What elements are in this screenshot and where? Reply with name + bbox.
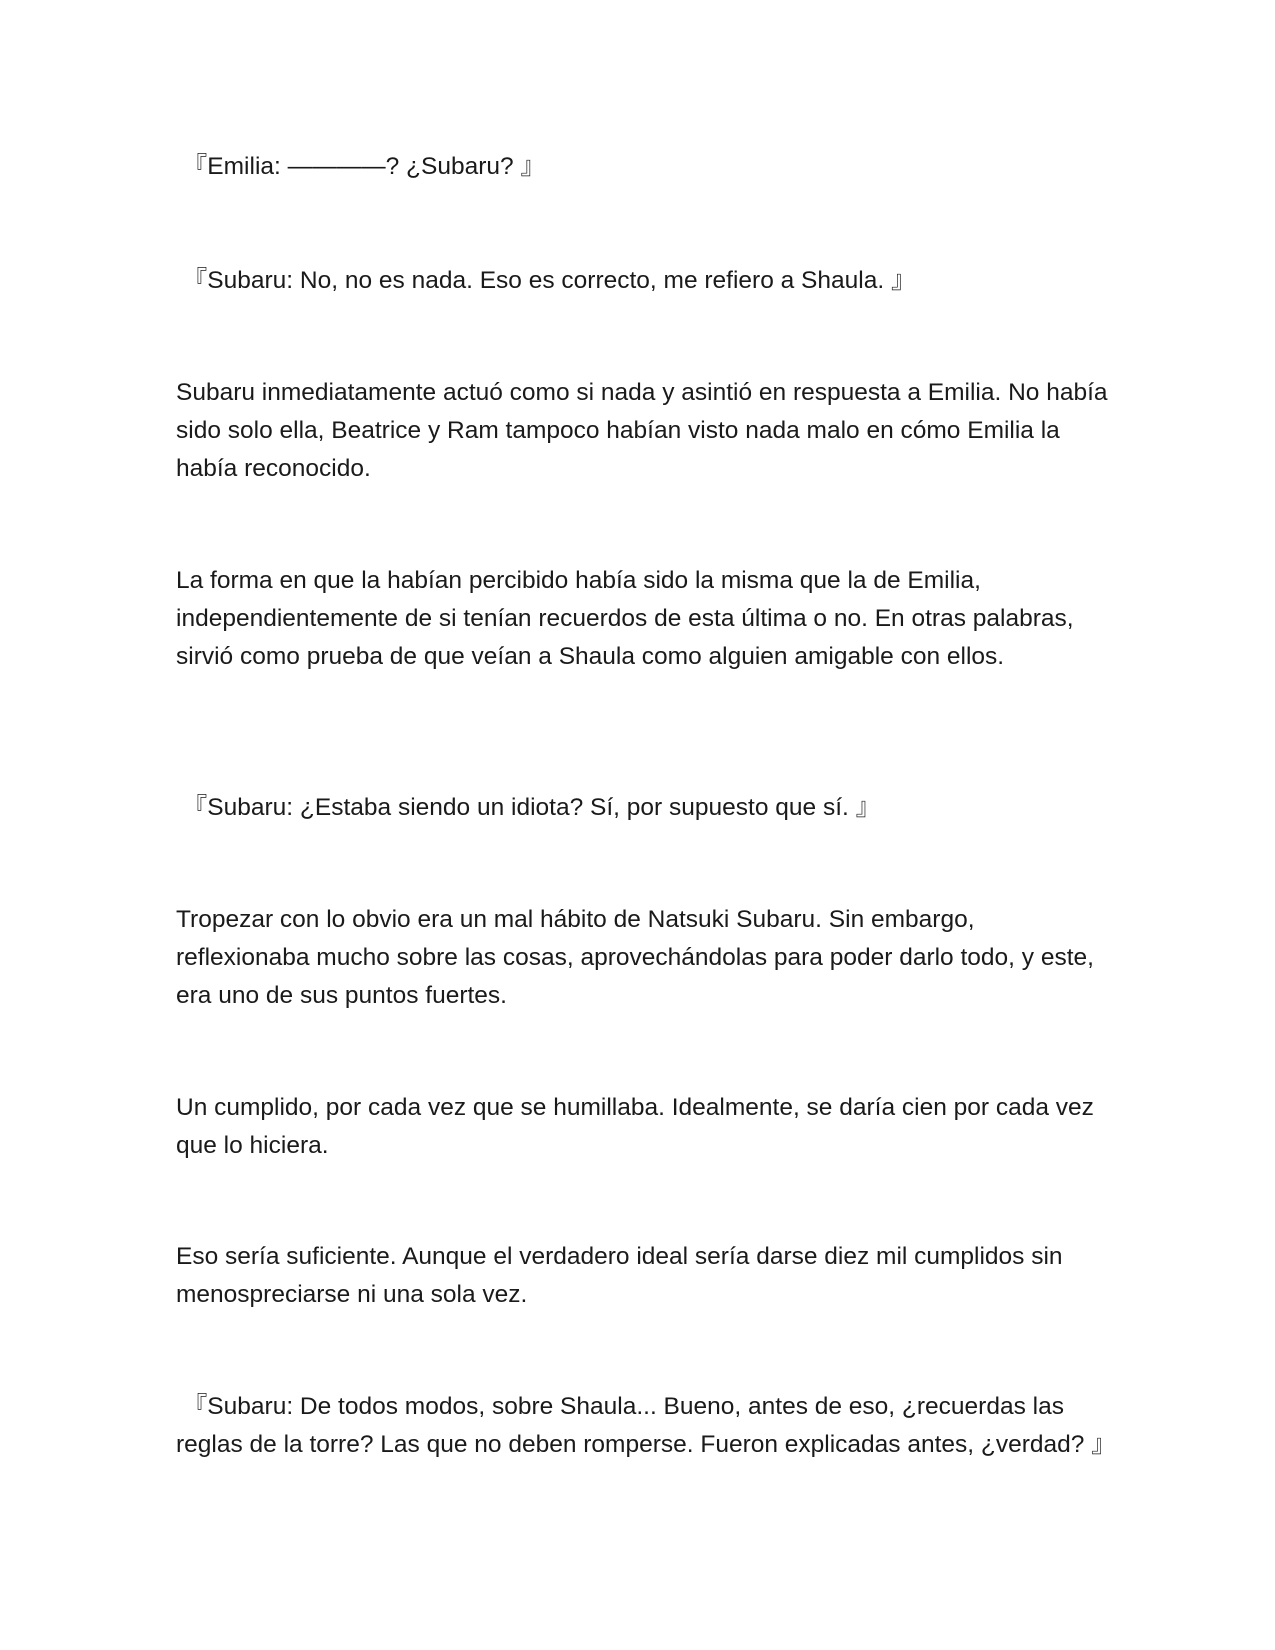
paragraph-ideal: Eso sería suficiente. Aunque el verdadero ideal sería darse diez mil cumplidos sin menospreciarse ni una sola vez. xyxy=(176,1243,1070,1308)
dialogue-subaru-shaula: 『Subaru: No, no es nada. Eso es correcto, me refiero a Shaula. 』 xyxy=(176,267,916,294)
dialogue-subaru-tower-rules: 『Subaru: De todos modos, sobre Shaula... Bueno, antes de eso, ¿recuerdas las reglas de la torre? Las que no deben romperse. Fueron explicadas antes, ¿verdad? 』 xyxy=(176,1393,1116,1458)
paragraph-subaru-nodded: Subaru inmediatamente actuó como si nada y asintió en respuesta a Emilia. No había sido solo ella, Beatrice y Ram tampoco habían visto nada malo en cómo Emilia la había reconocido. xyxy=(176,379,1115,482)
dialogue-emilia-subaru: 『Emilia: ————? ¿Subaru? 』 xyxy=(176,153,545,180)
paragraph-perception: La forma en que la habían percibido había sido la misma que la de Emilia, independientemente de si tenían recuerdos de esta última o no. En otras palabras, sirvió como prueba de que veían a Shaula como alguien amigable con ellos. xyxy=(176,567,1081,670)
dialogue-subaru-idiot: 『Subaru: ¿Estaba siendo un idiota? Sí, por supuesto que sí. 』 xyxy=(176,794,881,821)
paragraph-bad-habit: Tropezar con lo obvio era un mal hábito de Natsuki Subaru. Sin embargo, reflexionaba mucho sobre las cosas, aprovechándolas para poder darlo todo, y este, era uno de sus puntos fuertes. xyxy=(176,906,1101,1009)
paragraph-compliment: Un cumplido, por cada vez que se humillaba. Idealmente, se daría cien por cada vez que lo hiciera. xyxy=(176,1094,1101,1159)
